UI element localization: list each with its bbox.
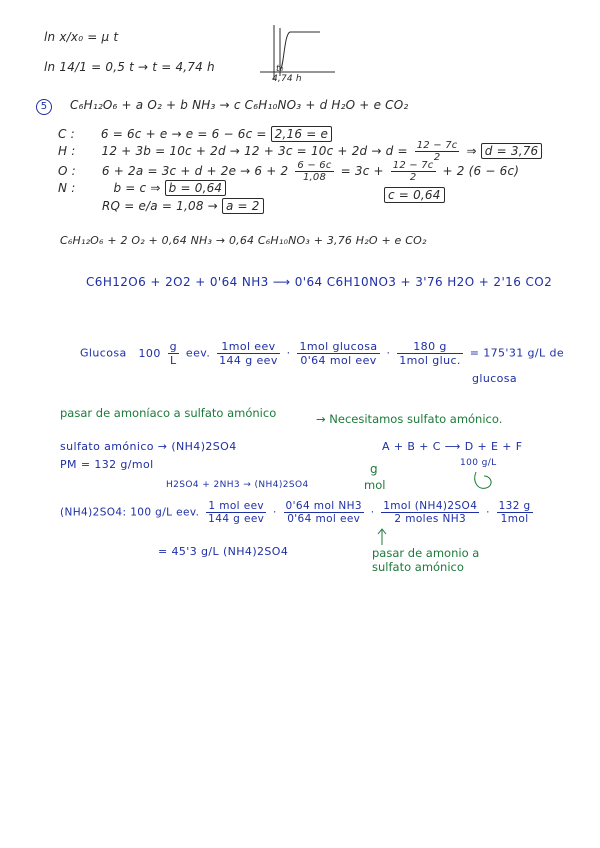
sulfato-c2-den: 0'64 mol eev <box>287 513 361 525</box>
arrow-note-1: pasar de amonio a <box>372 546 480 560</box>
glucosa-f2-den: 0'64 mol eev <box>300 354 377 367</box>
green-note-1: pasar de amoníaco a sulfato amónico <box>60 406 277 420</box>
b-result-box: b = 0,64 <box>165 180 227 196</box>
sulfato-c1-den: 144 g eev <box>208 513 265 525</box>
green-note-2: → Necesitamos sulfato amónico. <box>316 412 503 426</box>
growth-equation: ln x/x₀ = μ t <box>44 30 119 44</box>
glucosa-f3-den: 1mol gluc. <box>399 354 461 367</box>
o-frac2-den: 2 <box>409 172 417 183</box>
sulfato-line: sulfato amónico → (NH4)2SO4 <box>60 440 237 453</box>
hydrogen-balance: H : 12 + 3b = 10c + 2d → 12 + 3c = 10c + 2d → d = $\frac{12 - 7c}{2}$ ⇒ d = 3,76 <box>58 140 542 163</box>
abc-reaction: A + B + C ⟶ D + E + F <box>382 440 523 453</box>
sulfato-result: = 45'3 g/L (NH4)2SO4 <box>158 545 289 558</box>
rq-line <box>102 199 264 213</box>
sulfato-c3-num: 1mol (NH4)2SO4 <box>383 500 478 512</box>
g-label: g <box>370 462 378 476</box>
h-frac-num: 12 − 7c <box>416 140 458 151</box>
mol-label: mol <box>364 478 386 492</box>
oxygen-label: O : <box>58 164 76 178</box>
glucosa-label: Glucosa <box>80 346 127 360</box>
sulfato-calc-label: (NH4)2SO4: 100 g/L eev. <box>60 506 200 519</box>
glucosa-f1-num: 1mol eev <box>217 340 280 354</box>
glucosa-result-word: glucosa <box>472 372 518 385</box>
oxygen-balance <box>58 160 519 183</box>
sulfato-c3-den: 2 moles NH3 <box>394 513 467 525</box>
abc-note-arrow <box>470 468 500 498</box>
small-reaction: H2SO4 + 2NH3 → (NH4)2SO4 <box>166 480 309 490</box>
balanced-reaction-black: C₆H₁₂O₆ + 2 O₂ + 0,64 NH₃ → 0,64 C₆H₁₀NO₃ + 3,76 H₂O + e CO₂ <box>60 234 427 247</box>
glucosa-calc: Glucosa 100 $\frac{g}{L}$ eev. $\frac{\text{1mol eev}}{\text{144 g eev}}$ · $\frac{\text{1mol glucosa}}{\text{0'64 mol eev}}$ · $\frac{180 g}{\text{1mol gluc.}}$ = 175'31 g/L de <box>80 340 565 367</box>
molar-mass: PM = 132 g/mol <box>60 458 154 471</box>
sulfato-c1-num: 1 mol eev <box>206 500 266 513</box>
sulfato-calc: (NH4)2SO4: 100 g/L eev. $\frac{\text{1 mol eev}}{\text{144 g eev}}$ · $\frac{\text{0'64 mol NH3}}{\text{0'64 mol eev}}$ · $\frac{\text{1mol (NH4)2SO4}}{\text{2 moles NH3}}$ · $\frac{132 g}{\text{1mol}}$ <box>60 500 531 525</box>
sulfato-c4-den: 1mol <box>500 513 529 525</box>
graph-value-label: 4,74 h <box>272 74 302 84</box>
sulfato-c4-num: 132 g <box>498 500 531 512</box>
glucosa-f3-num: 180 g <box>397 340 463 354</box>
glucosa-unit-den: L <box>170 354 177 367</box>
o-frac-num: 6 − 6c <box>297 160 332 171</box>
c-result <box>384 188 445 202</box>
h-frac-den: 2 <box>433 152 441 163</box>
time-equation: ln 14/1 = 0,5 t → t = 4,74 h <box>44 60 215 74</box>
sulfato-c2-num: 0'64 mol NH3 <box>285 500 362 512</box>
glucosa-f1-den: 144 g eev <box>219 354 278 367</box>
o-frac2-num: 12 − 7c <box>392 160 434 171</box>
glucosa-f2-num: 1mol glucosa <box>299 340 378 353</box>
rq-eq: RQ = e/a = 1,08 → <box>102 199 218 213</box>
hydrogen-eq: 12 + 3b = 10c + 2d → 12 + 3c = 10c + 2d → d = <box>101 144 408 158</box>
balanced-reaction-blue: C6H12O6 + 2O2 + 0'64 NH3 ⟶ 0'64 C6H10NO3 + 3'76 H2O + 2'16 CO2 <box>86 275 553 289</box>
carbon-balance <box>58 127 332 141</box>
o-frac-den: 1,08 <box>302 172 327 183</box>
up-arrow <box>376 528 388 546</box>
e-result-box: 2,16 = e <box>271 126 332 142</box>
d-result-box: d = 3,76 <box>481 143 543 159</box>
carbon-eq: 6 = 6c + e → e = 6 − 6c = <box>100 127 267 141</box>
carbon-label: C : <box>58 127 75 141</box>
glucosa-result: = 175'31 g/L de <box>469 346 565 360</box>
problem-number: 5 <box>36 99 52 115</box>
glucosa-word: eev. <box>185 346 211 360</box>
problem-5-reaction <box>36 98 408 115</box>
oxygen-eq3: + 2 (6 − 6c) <box>442 164 520 178</box>
arrow-note-2: sulfato amónico <box>372 560 464 574</box>
c-result-box: c = 0,64 <box>384 187 445 203</box>
hydrogen-label: H : <box>58 144 76 158</box>
nitrogen-label: N : <box>58 181 76 195</box>
oxygen-eq: 6 + 2a = 3c + d + 2e → 6 + 2 <box>101 164 289 178</box>
graph-tick-label: t₀ <box>276 64 284 74</box>
a-result-box: a = 2 <box>222 198 264 214</box>
nitrogen-eq: b = c ⇒ <box>113 181 161 195</box>
nitrogen-balance <box>58 181 226 195</box>
glucosa-qty: 100 <box>138 346 161 360</box>
abc-note: 100 g/L <box>460 458 497 468</box>
oxygen-eq2: = 3c + <box>340 164 384 178</box>
unbalanced-reaction: C₆H₁₂O₆ + a O₂ + b NH₃ → c C₆H₁₀NO₃ + d H₂O + e CO₂ <box>70 98 409 112</box>
glucosa-unit-num: g <box>169 340 178 353</box>
